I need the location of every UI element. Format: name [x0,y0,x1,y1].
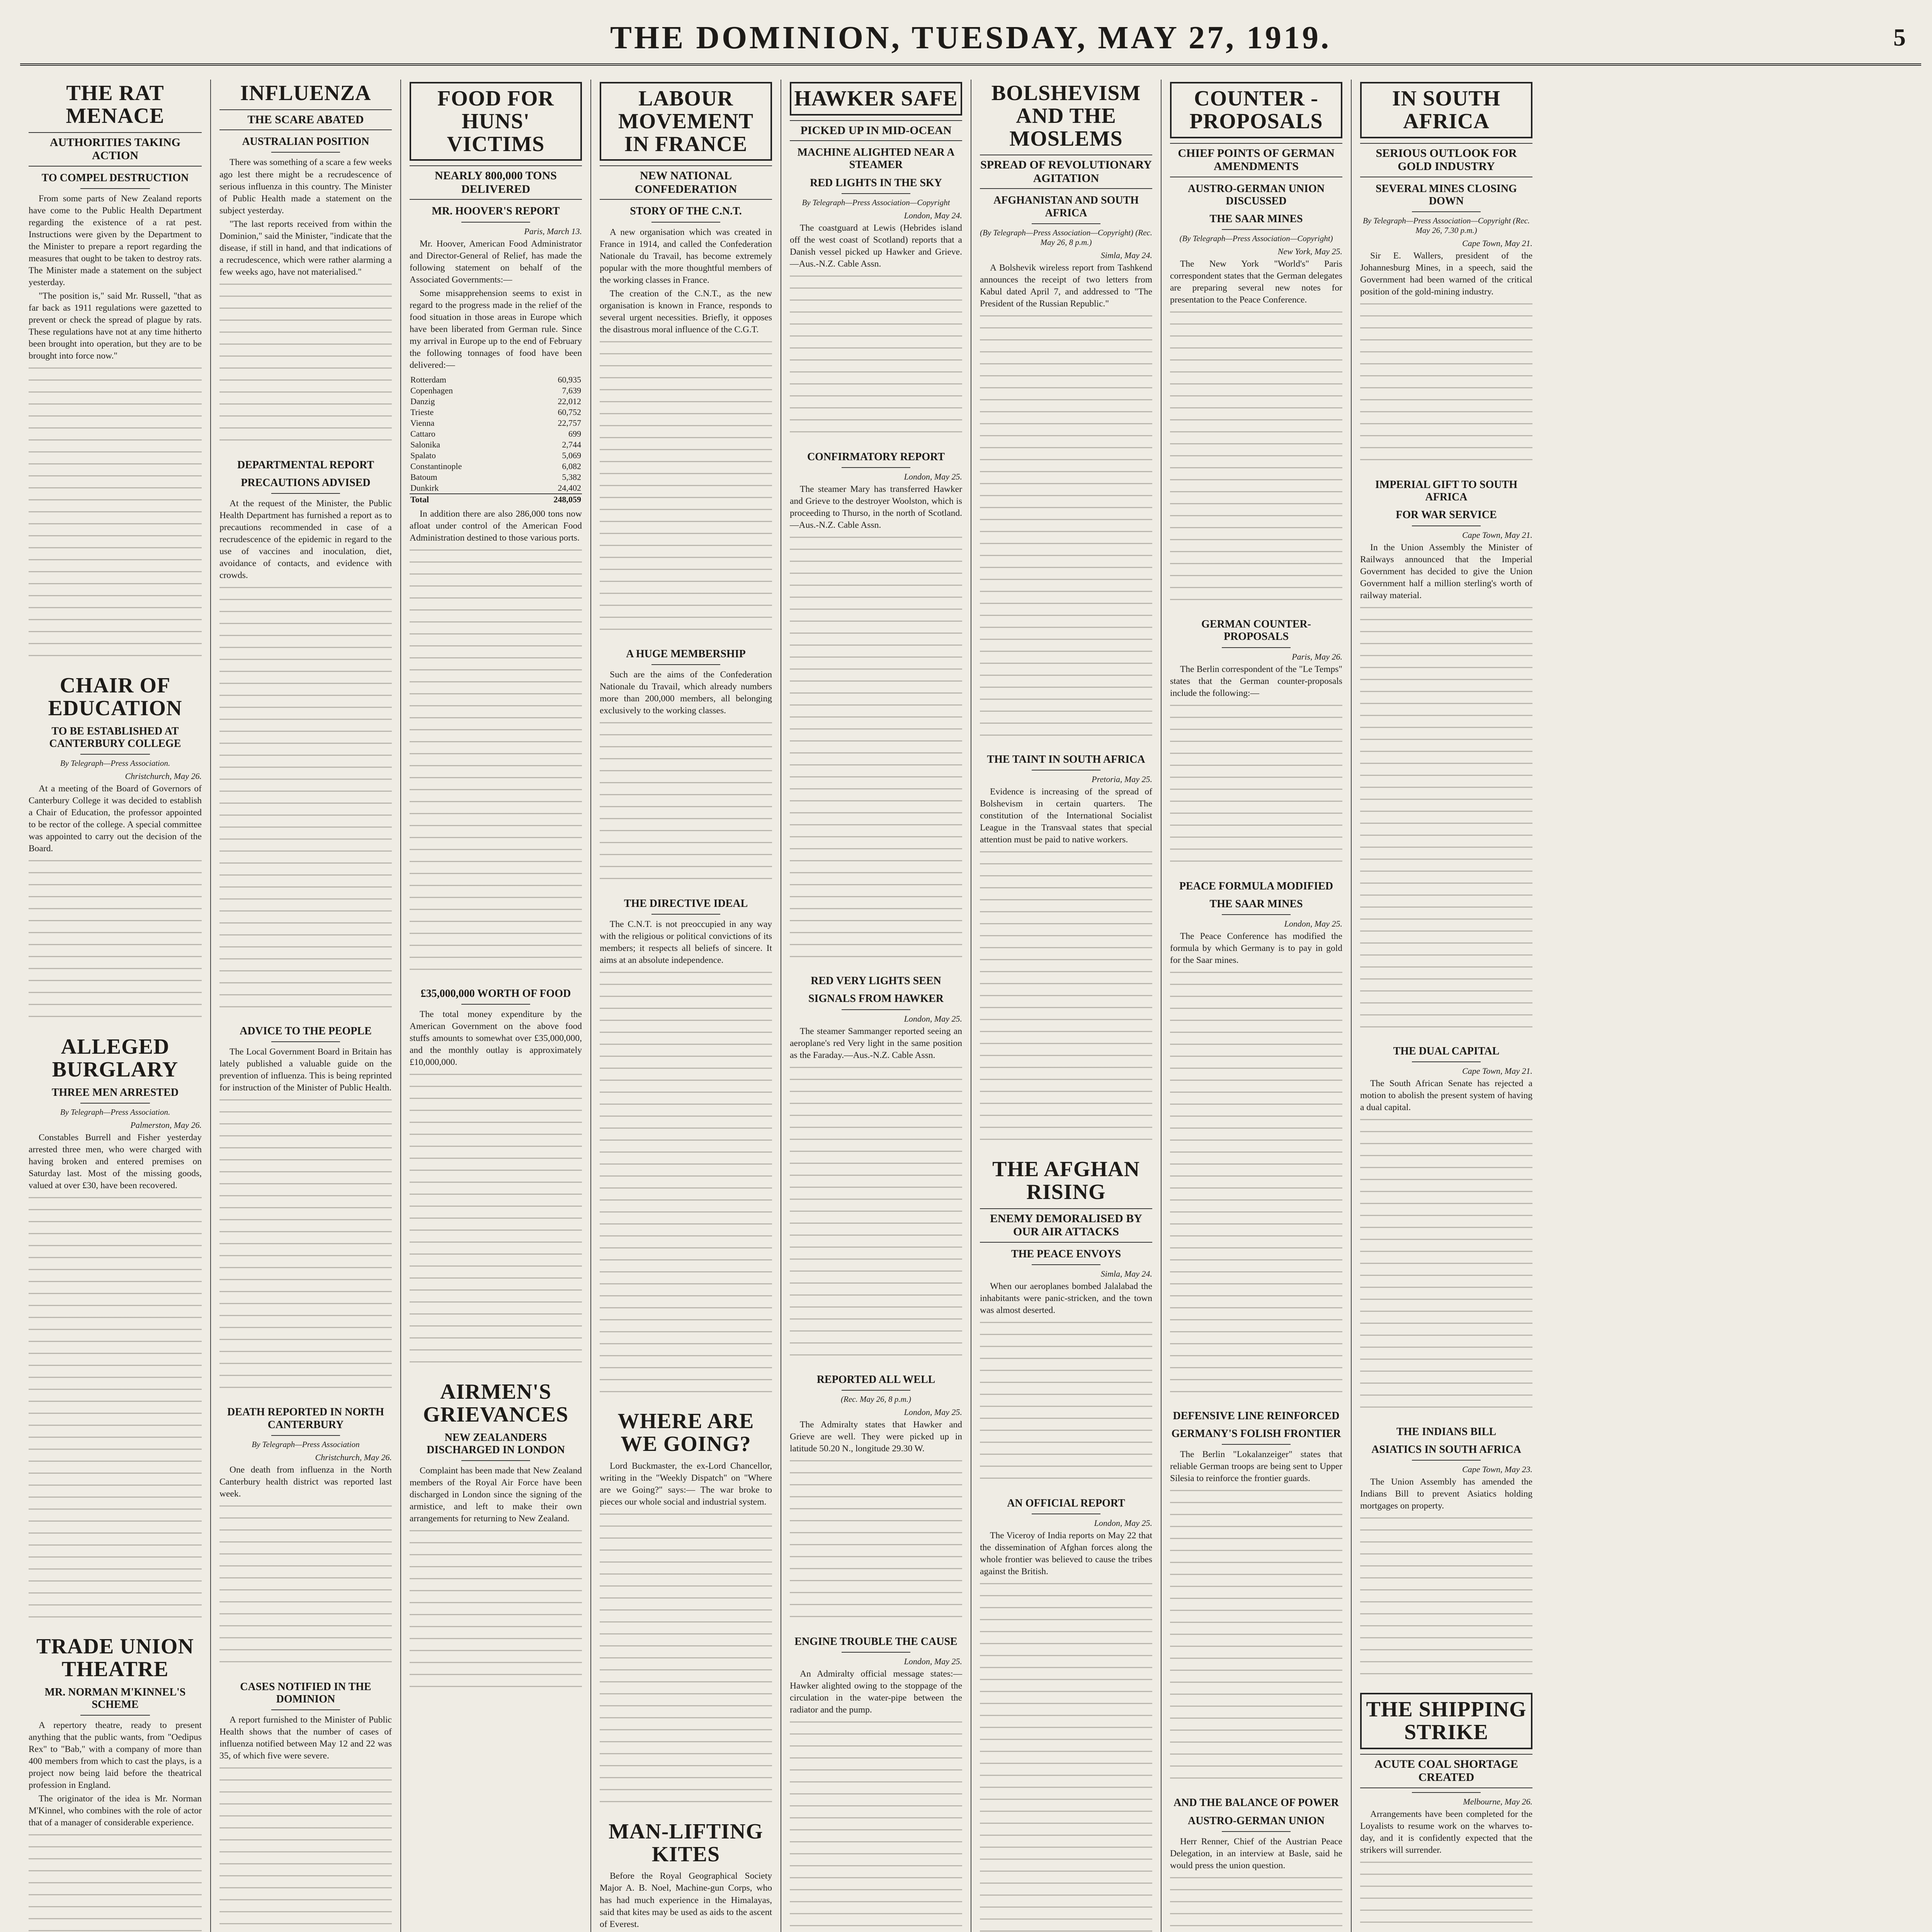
table-cell-tons: 22,757 [558,418,581,428]
article [980,1158,1152,1484]
body-text-lines [600,341,772,635]
column-3 [400,80,590,1932]
article-dateline: London, May 25. [1094,1518,1152,1528]
table-row [410,450,582,461]
article-section-heading: SEVERAL MINES CLOSING DOWN [1376,182,1517,207]
article [219,82,392,446]
article-paragraph: The Berlin correspondent of the "Le Temps" states that the German counter-proposals include the following:— [1170,664,1342,698]
body-text-lines [219,1505,392,1668]
article [600,898,772,1397]
article-paragraph: The Peace Conference has modified the formula by which Germany is to pay in gold for the Saar mines. [1170,931,1342,966]
article-headline: LABOUR MOVEMENT IN FRANCE [600,82,772,161]
page-number: 5 [1893,24,1906,51]
article-deck: PEACE FORMULA MODIFIED [1179,880,1333,892]
divider-rule [1412,1792,1481,1793]
table-cell-tons: 2,744 [562,439,581,449]
article [219,459,392,1012]
article-deck: AND THE BALANCE OF POWER [1173,1797,1339,1809]
article-byline: By Telegraph—Press Association [252,1439,360,1449]
body-text-lines [219,1767,392,1932]
masthead-title: THE DOMINION, TUESDAY, MAY 27, 1919. [610,19,1331,56]
body-text-lines [790,537,962,962]
body-text-lines [219,1099,392,1393]
article-section-heading: A HUGE MEMBERSHIP [626,648,746,660]
body-text-lines [1170,1490,1342,1784]
article [790,451,962,962]
article-dateline: London, May 25. [904,472,962,482]
article-paragraph: Mr. Hoover, American Food Administrator and Director-General of Relief, has made the following statement on behalf of the Associated Governments:— [410,238,582,285]
divider-rule [271,1041,340,1042]
divider-rule [80,754,150,755]
table-row [410,374,582,385]
column-7 [1161,80,1351,1932]
table-row [410,407,582,418]
table-row [410,472,582,483]
article-section-heading: FOR WAR SERVICE [1396,509,1497,521]
divider-rule [1222,229,1291,230]
article-headline: THE RAT MENACE [66,81,165,128]
table-cell-tons: 60,752 [558,407,581,417]
article-deck: DEFENSIVE LINE REINFORCED [1173,1410,1340,1422]
divider-rule [271,152,340,153]
article-section-heading: THE SAAR MINES [1209,898,1303,910]
columns-container [20,80,1921,1932]
article-deck: AUSTRO-GERMAN UNION DISCUSSED [1188,182,1325,207]
column-6 [971,80,1161,1932]
divider-rule [461,1460,530,1461]
article [980,753,1152,1145]
article-paragraph: The Local Government Board in Britain has lately published a valuable guide on the prevention of influenza. This is being reprinted for instruction of the Minister of Public Health. [219,1047,392,1093]
article-subheadline: SERIOUS OUTLOOK FOR GOLD INDUSTRY [1360,143,1532,177]
article-section-heading: DEATH REPORTED IN NORTH CANTERBURY [227,1406,384,1431]
article-dateline: New York, May 25. [1277,247,1342,257]
body-text-lines [980,1583,1152,1932]
body-text-lines [1360,1862,1532,1932]
article-deck: RED VERY LIGHTS SEEN [811,975,941,987]
article-paragraph: Herr Renner, Chief of the Austrian Peace Delegation, in an interview at Basle, said he would press the union question. [1170,1836,1342,1871]
article [410,988,582,1367]
article [1360,1693,1532,1932]
article-paragraph: Constables Burrell and Fisher yesterday arrested three men, who were charged with having broken and entered premises on Saturday last. Most of the missing goods, valued at over £30, have been recovered. [29,1132,202,1190]
article-headline: BOLSHEVISM AND THE MOSLEMS [991,81,1141,151]
table-cell-port: Danzig [410,396,435,406]
article-byline: By Telegraph—Press Association—Copyright (Rec. May 26, 7.30 p.m.) [1362,216,1530,235]
article [1170,1410,1342,1784]
column-1 [20,80,210,1932]
article [219,1406,392,1667]
body-text-lines [790,276,962,438]
table-row [410,461,582,472]
article-section-heading: TO COMPEL DESTRUCTION [41,172,189,184]
article-paragraph: The originator of the idea is Mr. Norman M'Kinnel, who combines with the role of actor that of a manager of considerable experience. [29,1793,202,1828]
divider-rule [1412,211,1481,212]
article [980,82,1152,740]
table-row [410,429,582,439]
article [1360,1045,1532,1413]
article-headline: THE AFGHAN RISING [992,1157,1140,1204]
body-text-lines [29,367,202,661]
divider-rule [842,1009,910,1010]
article-section-heading: REPORTED ALL WELL [816,1373,935,1386]
article-paragraph: The C.N.T. is not preoccupied in any way with the religious or political convictions of its members; it respects all beliefs of sincere. It aims at an absolute independence. [600,919,772,966]
article-paragraph: The South African Senate has rejected a motion to abolish the present system of having a dual capital. [1360,1078,1532,1112]
article-paragraph: In addition there are also 286,000 tons now afloat under control of the American Food Administration destined to those various ports. [410,509,582,543]
article-paragraph: Complaint has been made that New Zealand members of the Royal Air Force have been discharged in London since the signing of the armistice, and left to make their own arrangements for returning to New Zealand. [410,1466,582,1524]
article-dateline: Simla, May 24. [1100,1269,1152,1279]
body-text-lines [1360,303,1532,466]
article-paragraph: One death from influenza in the North Canterbury health district was reported last week. [219,1464,392,1499]
article-headline: FOOD FOR HUNS' VICTIMS [410,82,582,161]
article-paragraph: Arrangements have been completed for the Loyalists to resume work on the wharves to-day, and it is confidently expected that the strikers will surrender. [1360,1809,1532,1855]
table-cell-port: Trieste [410,407,434,417]
article [1170,880,1342,1397]
article-section-heading: SIGNALS FROM HAWKER [808,993,944,1005]
article-dateline: Paris, March 13. [524,226,582,236]
article-paragraph: An Admiralty official message states:—Hawker alighted owing to the stoppage of the circulation in the water-pipe between the radiator and the pump. [790,1669,962,1715]
table-cell-tons: 5,382 [562,472,581,482]
article-section-heading: CASES NOTIFIED IN THE DOMINION [240,1680,371,1705]
divider-rule [1032,223,1100,224]
article-byline: By Telegraph—Press Association. [60,758,170,768]
body-text-lines [790,1460,962,1622]
column-8 [1351,80,1541,1932]
article-headline: MAN-LIFTING KITES [609,1819,763,1866]
article-subheadline: ACUTE COAL SHORTAGE CREATED [1360,1754,1532,1788]
article-subheadline: ENEMY DEMORALISED BY OUR AIR ATTACKS [980,1208,1152,1243]
article-paragraph: The steamer Sammanger reported seeing an aeroplane's red Very light in the same position as the Faraday.—Aus.-N.Z. Cable Assn. [790,1026,962,1060]
body-text-lines [790,1067,962,1361]
table-cell-tons: 699 [568,429,581,439]
article-section-heading: THREE MEN ARRESTED [51,1086,179,1099]
divider-rule [80,1103,150,1104]
article-paragraph: Lord Buckmaster, the ex-Lord Chancellor, writing in the "Weekly Dispatch" on "Where are we Going?" says:— The war broke to pieces our whole social and industrial system. [600,1461,772,1507]
body-text-lines [980,851,1152,1145]
article-subheadline: AUTHORITIES TAKING ACTION [29,132,202,167]
body-text-lines [219,587,392,1012]
divider-rule [842,1390,910,1391]
body-text-lines [600,722,772,884]
article-dateline: Christchurch, May 26. [125,771,202,781]
article [600,1820,772,1932]
article-paragraph: Some misapprehension seems to exist in regard to the progress made in the relief of the food situation in those areas in Europe which have been liberated from German rule. Since my arrival in Europe up to the end of February the following tonnages of food have been delivered:— [410,288,582,370]
article-subheadline: NEW NATIONAL CONFEDERATION [600,165,772,200]
body-text-lines [980,1322,1152,1484]
body-text-lines [1170,311,1342,605]
table-row [410,385,582,396]
table-cell-port: Constantinople [410,461,462,471]
article [29,1036,202,1622]
body-text-lines [790,1721,962,1932]
body-text-lines [1360,1119,1532,1413]
divider-rule [651,664,720,665]
article-dateline: Palmerston, May 26. [130,1120,202,1130]
article [980,1497,1152,1932]
article-headline: IN SOUTH AFRICA [1360,82,1532,138]
article [1360,479,1532,1032]
table-cell-tons: 22,012 [558,396,581,406]
table-total-row [410,494,582,505]
article-section-heading: STORY OF THE C.N.T. [630,205,742,218]
body-text-lines [1360,1517,1532,1680]
divider-rule [271,1709,340,1710]
article [1170,618,1342,867]
article-section-heading: NEW ZEALANDERS DISCHARGED IN LONDON [427,1431,565,1456]
table-cell-port: Batoum [410,472,437,482]
article-section-heading: AUSTRO-GERMAN UNION [1188,1815,1325,1827]
article-section-heading: PRECAUTIONS ADVISED [241,476,371,489]
article-headline: TRADE UNION THEATRE [36,1634,194,1681]
column-4 [590,80,781,1932]
article [29,674,202,1022]
table-cell-port: Copenhagen [410,385,453,395]
article-section-heading: ASIATICS IN SOUTH AFRICA [1371,1444,1521,1456]
article-section-heading: RED LIGHTS IN THE SKY [810,177,942,189]
article-paragraph: "The position is," said Mr. Russell, "that as far back as 1911 regulations were gazetted to prevent or check the spread of plague by rats. These regulations have not at any time hitherto been brought into operation, but they are to be brought into force now." [29,291,202,361]
article-deck: DEPARTMENTAL REPORT [237,459,374,471]
article [600,1410,772,1807]
article-paragraph: The total money expenditure by the American Government on the above food stuffs amounts to somewhat over £35,000,000, and the monthly outlay is approximately £10,000,000. [410,1009,582,1068]
article-section-heading: MR. NORMAN M'KINNEL'S SCHEME [44,1686,186,1711]
article [219,1681,392,1932]
article-headline: HAWKER SAFE [790,82,962,116]
article-subheadline: PICKED UP IN MID-OCEAN [790,120,962,141]
article-paragraph: The steamer Mary has transferred Hawker and Grieve to the destroyer Woolston, which is proceeding to Thurso, in the north of Scotland.—Aus.-N.Z. Cable Assn. [790,484,962,531]
article-paragraph: A new organisation which was created in France in 1914, and called the Confederation Nationale du Travail, has become extremely popular with the more thoughtful members of the working classes in France. [600,227,772,285]
divider-rule [271,1435,340,1436]
divider-rule [461,1004,530,1005]
column-2 [210,80,400,1932]
article-section-heading: GERMAN COUNTER-PROPOSALS [1201,618,1311,643]
article-section-heading: AFGHANISTAN AND SOUTH AFRICA [993,194,1139,219]
article-section-heading: ADVICE TO THE PEOPLE [240,1025,372,1037]
article-dateline: London, May 25. [904,1407,962,1417]
table-row [410,439,582,450]
article-subheadline: SPREAD OF REVOLUTIONARY AGITATION [980,155,1152,189]
article-paragraph: A report furnished to the Minister of Public Health shows that the number of cases of influenza notified between May 12 and 22 was 35, of which five were severe. [219,1715,392,1761]
article-paragraph: There was something of a scare a few weeks ago lest there might be a recrudescence of serious influenza in this country. The Minister of Public Health made a statement on the subject yesterday. [219,157,392,216]
article-byline: By Telegraph—Press Association. [60,1107,170,1117]
table-cell-port: Vienna [410,418,435,428]
article-paragraph: The coastguard at Lewis (Hebrides island off the west coast of Scotland) reports that a Danish vessel picked up Hawker and Grieve.—Aus.-N.Z. Cable Assn. [790,223,962,269]
article-section-heading: TO BE ESTABLISHED AT CANTERBURY COLLEGE [49,725,181,750]
article [790,1636,962,1932]
body-text-lines [410,1530,582,1692]
article-subheadline: CHIEF POINTS OF GERMAN AMENDMENTS [1170,143,1342,177]
article-paragraph: From some parts of New Zealand reports have come to the Public Health Department regarding the existence of a rat pest. Instructions were given by the Department to the Minister to prepare a report regarding the measures that ought to be taken to destroy rats. The Minister made a statement on the subject yesterday. [29,193,202,287]
table-cell-port: Cattaro [410,429,435,439]
table-cell-tons: 24,402 [558,483,581,493]
divider-rule [461,222,530,223]
article-byline: (Rec. May 26, 8 p.m.) [841,1394,911,1404]
article-dateline: Pretoria, May 25. [1092,774,1152,784]
article-deck: THE INDIANS BILL [1396,1425,1497,1438]
article-paragraph: At the request of the Minister, the Public Health Department has furnished a report as to precautions recommended in case of a recrudescence of the epidemic in regard to the use of vaccines and inoculation, diet, avoidance of contacts, and evidence with crowds. [219,498,392,581]
article-section-heading: £35,000,000 WORTH OF FOOD [420,987,571,1000]
article [790,1374,962,1622]
article-paragraph: At a meeting of the Board of Governors of Canterbury College it was decided to establish a Chair of Education, the professor appointed to be rector of the college. A special committee was appointed to carry out the decision of the Board. [29,783,202,854]
article-paragraph: "The last reports received from within the Dominion," said the Minister, "indicate that the disease, if still in hand, and that indications of a recrudescence, which were rather alarming a few weeks ago, have not materialised." [219,219,392,277]
article-section-heading: THE TAINT IN SOUTH AFRICA [987,753,1145,765]
article-dateline: London, May 25. [904,1014,962,1024]
table-cell-port: Salonika [410,439,440,449]
table-cell-tons: 6,082 [562,461,581,471]
divider-rule [1032,1264,1100,1265]
divider-rule [651,914,720,915]
article-section-heading: AUSTRALIAN POSITION [242,136,369,148]
body-text-lines [980,315,1152,740]
table-cell-tons: 7,639 [562,385,581,395]
article-dateline: Cape Town, May 23. [1462,1464,1532,1475]
article [790,82,962,438]
article-section-heading: THE SAAR MINES [1209,213,1303,225]
article-paragraph: When our aeroplanes bombed Jalalabad the inhabitants were panic-stricken, and the town was almost deserted. [980,1281,1152,1315]
article-paragraph: The Admiralty states that Hawker and Grieve are well. They were picked up in latitude 50.20 N., longitude 29.30 W. [790,1419,962,1454]
article [1170,82,1342,605]
article-section-heading: ENGINE TROUBLE THE CAUSE [794,1635,957,1648]
article-section-heading: AN OFFICIAL REPORT [1007,1497,1125,1509]
body-text-lines [1170,1877,1342,1932]
article-headline: AIRMEN'S GRIEVANCES [423,1380,569,1427]
table-cell-tons: 5,069 [562,450,581,460]
table-cell-port: Spalato [410,450,436,460]
table-row [410,418,582,429]
article-dateline: Cape Town, May 21. [1462,530,1532,540]
article-headline: WHERE ARE WE GOING? [617,1409,754,1456]
divider-rule [1222,1444,1291,1445]
article-deck: MACHINE ALIGHTED NEAR A STEAMER [797,146,955,171]
article [1170,1797,1342,1932]
divider-rule [271,493,340,494]
article [1360,1426,1532,1680]
table-cell-port: Rotterdam [410,374,446,384]
article-dateline: Cape Town, May 21. [1462,1066,1532,1076]
article-headline: CHAIR OF EDUCATION [48,673,182,720]
article [29,82,202,661]
table-row [410,483,582,494]
article [219,1025,392,1393]
article-dateline: London, May 25. [1284,919,1342,929]
article-headline: ALLEGED BURGLARY [52,1035,179,1082]
divider-rule [1412,1460,1481,1461]
article-subheadline: NEARLY 800,000 TONS DELIVERED [410,165,582,200]
divider-rule [1222,647,1291,648]
body-text-lines [1170,705,1342,867]
article-headline: COUNTER - PROPOSALS [1170,82,1342,138]
article-byline: (By Telegraph—Press Association—Copyright) (Rec. May 26, 8 p.m.) [980,228,1153,247]
table-cell-total-value: 248,059 [521,494,582,505]
article-paragraph: The Union Assembly has amended the Indians Bill to prevent Asiatics holding mortgages on property. [1360,1477,1532,1511]
body-text-lines [1360,607,1532,1032]
masthead [20,15,1921,66]
column-5 [781,80,971,1932]
divider-rule [842,1652,910,1653]
body-text-lines [29,1197,202,1622]
article-paragraph: The Berlin "Lokalanzeiger" states that reliable German troops are being sent to Upper Silesia to reinforce the frontier guards. [1170,1449,1342,1484]
body-text-lines [29,1834,202,1932]
table-cell-tons: 60,935 [558,374,581,384]
body-text-lines [410,1074,582,1367]
body-text-lines [600,1514,772,1807]
article [29,1635,202,1932]
article-paragraph: Before the Royal Geographical Society Major A. B. Noel, Machine-gun Corps, who has had much experience in the Himalayas, said that kites may be used as aids to the ascent of Everest. [600,1871,772,1929]
article-paragraph: In the Union Assembly the Minister of Railways announced that the Imperial Government has decided to give the Union Government half a million sterling's worth of railway material. [1360,542,1532,600]
body-text-lines [600,972,772,1397]
body-text-lines [410,549,582,975]
article-section-heading: MR. HOOVER'S REPORT [432,205,560,218]
table-cell-port: Dunkirk [410,483,439,493]
article-dateline: Melbourne, May 26. [1463,1796,1532,1806]
article-paragraph: The Viceroy of India reports on May 22 that the dissemination of Afghan forces along the whole frontier was believed to cause the tribes against the British. [980,1531,1152,1577]
divider-rule [1222,1831,1291,1832]
article [790,975,962,1360]
article-section-heading: CONFIRMATORY REPORT [807,451,945,463]
article-paragraph: Such are the aims of the Confederation Nationale du Travail, which already numbers more than 200,000 members, all belonging exclusively to the working classes. [600,669,772,716]
article [600,82,772,635]
article-dateline: London, May 24. [904,210,962,220]
article-paragraph: Sir E. Wallers, president of the Johannesburg Mines, in a speech, said the Government had been warned of the critical position of the gold-mining industry. [1360,250,1532,297]
tonnage-table [410,374,582,505]
table-row [410,396,582,407]
article [410,82,582,975]
article-headline: INFLUENZA [240,81,371,105]
article [410,1381,582,1692]
body-text-lines [219,284,392,446]
divider-rule [80,1715,150,1716]
divider-rule [651,222,720,223]
article [1360,82,1532,466]
table-cell-total-label: Total [410,494,521,505]
article-section-heading: GERMANY'S FOLISH FRONTIER [1171,1428,1341,1440]
body-text-lines [29,860,202,1022]
article-dateline: Simla, May 24. [1100,250,1152,260]
article-byline: (By Telegraph—Press Association—Copyright) [1179,234,1333,243]
divider-rule [1412,1061,1481,1062]
article-byline: By Telegraph—Press Association—Copyright [802,197,950,207]
article-section-heading: THE PEACE ENVOYS [1011,1248,1121,1260]
article [600,648,772,884]
divider-rule [80,188,150,189]
article-dateline: London, May 25. [904,1656,962,1667]
article-paragraph: The New York "World's" Paris correspondent states that the German delegates are preparing several new notes for presentation to the Peace Conference. [1170,259,1342,305]
article-paragraph: Evidence is increasing of the spread of Bolshevism in certain quarters. The constitution of the International Socialist League in the Transvaal states that special attention must be paid to native workers. [980,787,1152,845]
article-dateline: Cape Town, May 21. [1462,238,1532,248]
divider-rule [1222,914,1291,915]
article-paragraph: The creation of the C.N.T., as the new organisation is known in France, responds to several urgent necessities. Briefly, it opposes the disastrous moral influence of the C.G.T. [600,288,772,335]
article-headline: THE SHIPPING STRIKE [1360,1693,1532,1749]
article-paragraph: A Bolshevik wireless report from Tashkend announces the receipt of two letters from Kabul dated April 7, and addressed to "The President of the Russian Republic." [980,262,1152,309]
article-dateline: Paris, May 26. [1292,651,1342,662]
article-dateline: Christchurch, May 26. [315,1452,392,1462]
article-subheadline: THE SCARE ABATED [219,109,392,131]
article-deck: IMPERIAL GIFT TO SOUTH AFRICA [1375,479,1517,503]
article-section-heading: THE DUAL CAPITAL [1393,1045,1500,1057]
article-paragraph: A repertory theatre, ready to present anything that the public wants, from "Oedipus Rex" to "Bab," with a company of more than 400 members from which to cast the plays, is a project now being laid before the theatrical profession in England. [29,1720,202,1790]
article-section-heading: THE DIRECTIVE IDEAL [624,897,748,910]
body-text-lines [1170,972,1342,1397]
divider-rule [842,467,910,468]
divider-rule [842,193,910,194]
